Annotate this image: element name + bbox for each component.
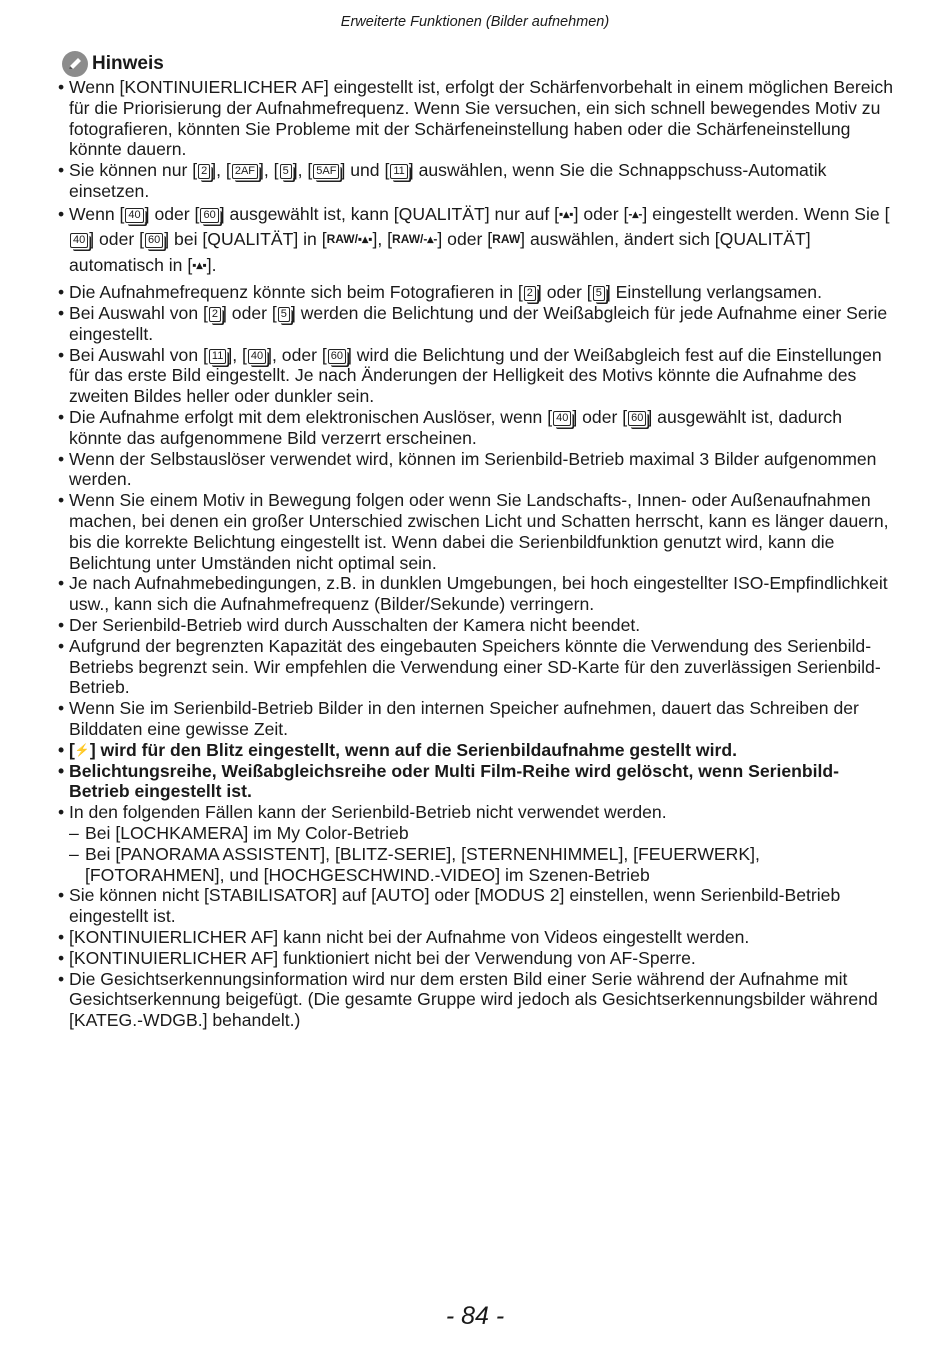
- list-item: • [KONTINUIERLICHER AF] funktioniert nicht bei der Verwendung von AF-Sperre.: [58, 948, 896, 969]
- list-item: • Die Aufnahme erfolgt mit dem elektronischen Auslöser, wenn [ 40 ] oder [ 60 ] ausgewählt ist, dadurch könnte das aufgenommene Bild verzerrt erscheinen.: [58, 407, 896, 449]
- burst-60-icon: 60: [200, 208, 218, 223]
- list-item: • Der Serienbild-Betrieb wird durch Ausschalten der Kamera nicht beendet.: [58, 615, 896, 636]
- raw-icon: RAW: [492, 232, 521, 247]
- burst-5-icon: 5: [280, 164, 292, 179]
- quality-fine-icon: ▪▴▪: [559, 206, 574, 221]
- list-item: • [KONTINUIERLICHER AF] kann nicht bei der Aufnahme von Videos eingestellt werden.: [58, 927, 896, 948]
- note-pencil-icon: [62, 51, 88, 77]
- list-item: • Sie können nicht [STABILISATOR] auf [AUTO] oder [MODUS 2] einstellen, wenn Serienbild-Betrieb eingestellt ist.: [58, 885, 896, 927]
- list-item: • Die Aufnahmefrequenz könnte sich beim Fotografieren in [ 2 ] oder [ 5 ] Einstellung verlangsamen.: [58, 282, 896, 303]
- burst-60-icon: 60: [145, 233, 163, 248]
- raw-standard-icon: RAW/-▴-: [392, 232, 438, 247]
- list-item: • Wenn [ 40 ] oder [ 60 ] ausgewählt ist, kann [QUALITÄT] nur auf [▪▴▪] oder [-▴-] eingestellt werden. Wenn Sie [40 ] oder [ 60 ] bei [QUALITÄT] in [RAW/▪▴▪], [RAW/-▴-] oder [RAW] auswählen, ändert sich [QUALITÄT] automatisch in [▪▴▪].: [58, 202, 896, 279]
- list-item-bold: • Belichtungsreihe, Weißabgleichsreihe oder Multi Film-Reihe wird gelöscht, wenn Serienbild-Betrieb eingestellt ist.: [58, 761, 896, 803]
- list-item: • Wenn Sie einem Motiv in Bewegung folgen oder wenn Sie Landschafts-, Innen- oder Außenaufnahmen machen, bei denen ein großer Unterschied zwischen Licht und Schatten herrscht, kann es länger dauern, bis die korrekte Belichtung eingestellt ist. Wenn dabei die Serienbildfunktion genutzt wird, kann die Belichtung unter Umständen nicht optimal sein.: [58, 490, 896, 573]
- burst-5-icon: 5: [593, 286, 605, 301]
- burst-60-icon: 60: [328, 349, 346, 364]
- flash-off-icon: ⚡: [74, 742, 90, 757]
- list-item: • Je nach Aufnahmebedingungen, z.B. in dunklen Umgebungen, bei hoch eingestellter ISO-Empfindlichkeit usw., kann sich die Aufnahmefrequenz (Bilder/Sekunde) verringern.: [58, 573, 896, 615]
- burst-60-icon: 60: [628, 411, 646, 426]
- raw-fine-icon: RAW/▪▴▪: [326, 232, 373, 247]
- list-item: • Bei Auswahl von [ 2 ] oder [ 5 ] werden die Belichtung und der Weißabgleich für jede Aufnahme einer Serie eingestellt.: [58, 303, 896, 345]
- quality-fine-icon: ▪▴▪: [192, 257, 207, 272]
- page-number: - 84 -: [445, 1302, 505, 1330]
- page-header: Erweiterte Funktionen (Bilder aufnehmen): [340, 14, 610, 30]
- burst-2af-icon: 2AF: [232, 164, 258, 179]
- burst-2-icon: 2: [209, 307, 221, 322]
- burst-40-icon: 40: [248, 349, 266, 364]
- list-item: • Wenn [KONTINUIERLICHER AF] eingestellt ist, erfolgt der Schärfenvorbehalt in einem möglichen Bereich für die Priorisierung der Aufnahmefrequenz. Wenn Sie versuchen, ein sich schnell bewegendes Motiv zu fotografieren, könnten Sie Probleme mit der Schärfeneinstellung haben oder die Schärfeneinstellung könnte dauern.: [58, 77, 896, 160]
- quality-standard-icon: -▴-: [628, 206, 643, 221]
- note-list: [58, 77, 896, 1031]
- list-item: • Bei Auswahl von [ 11 ], [ 40 ], oder [ 60 ] wird die Belichtung und der Weißabgleich fest auf die Einstellungen für das erste Bild eingestellt. Je nach Änderungen der Helligkeit des Motivs könnte die Aufnahme des zweiten Bildes heller oder dunkler sein.: [58, 345, 896, 407]
- burst-11-icon: 11: [390, 164, 407, 179]
- note-heading: [62, 50, 164, 78]
- list-item: • Wenn der Selbstauslöser verwendet wird, können im Serienbild-Betrieb maximal 3 Bilder aufgenommen werden.: [58, 449, 896, 491]
- burst-40-icon: 40: [553, 411, 571, 426]
- list-item: • Sie können nur [ 2 ], [ 2AF ], [ 5 ], [ 5AF ] und [ 11 ] auswählen, wenn Sie die Schnappschuss-Automatik einsetzen.: [58, 160, 896, 202]
- list-item: • Die Gesichtserkennungsinformation wird nur dem ersten Bild einer Serie während der Aufnahme mit Gesichtserkennung beigefügt. (Die gesamte Gruppe wird jedoch als Gesichtserkennungsbilder während [KATEG.-WDGB.] behandelt.): [58, 969, 896, 1031]
- list-item: • In den folgenden Fällen kann der Serienbild-Betrieb nicht verwendet werden.: [58, 802, 896, 823]
- sub-list-item: – Bei [LOCHKAMERA] im My Color-Betrieb: [58, 823, 896, 844]
- burst-40-icon: 40: [125, 208, 143, 223]
- burst-2-icon: 2: [524, 286, 536, 301]
- burst-2-icon: 2: [198, 164, 210, 179]
- note-title: Hinweis: [92, 53, 164, 74]
- sub-list-item: – Bei [PANORAMA ASSISTENT], [BLITZ-SERIE], [STERNENHIMMEL], [FEUERWERK], [FOTORAHMEN], und [HOCHGESCHWIND.-VIDEO] im Szenen-Betrieb: [58, 844, 896, 886]
- burst-5-icon: 5: [278, 307, 290, 322]
- list-item-bold: • [⚡] wird für den Blitz eingestellt, wenn auf die Serienbildaufnahme gestellt wird.: [58, 740, 896, 761]
- burst-11-icon: 11: [209, 349, 226, 364]
- list-item: • Wenn Sie im Serienbild-Betrieb Bilder in den internen Speicher aufnehmen, dauert das Schreiben der Bilddaten eine gewisse Zeit.: [58, 698, 896, 740]
- burst-5af-icon: 5AF: [313, 164, 339, 179]
- burst-40-icon: 40: [70, 233, 88, 248]
- list-item: • Aufgrund der begrenzten Kapazität des eingebauten Speichers könnte die Verwendung des Serienbild-Betriebs begrenzt sein. Wir empfehlen die Verwendung einer SD-Karte für den zuverlässigen Serienbild-Betrieb.: [58, 636, 896, 698]
